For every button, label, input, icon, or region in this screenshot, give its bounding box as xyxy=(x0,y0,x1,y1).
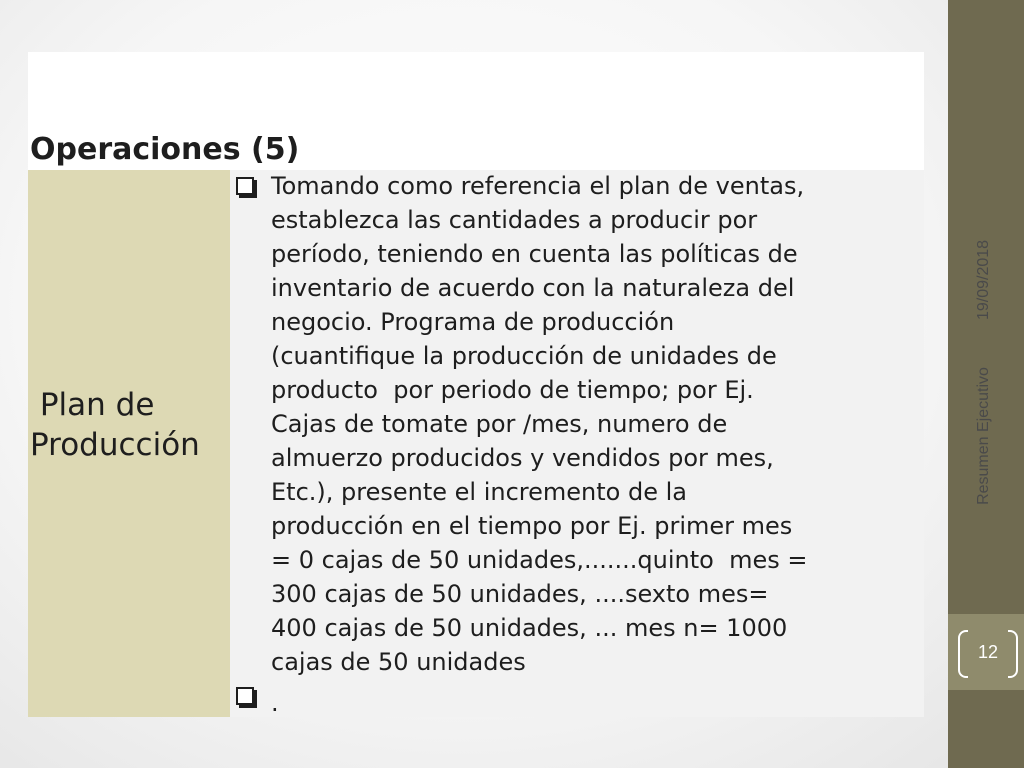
slide-title: Operaciones (5) xyxy=(30,132,300,167)
page-number-badge xyxy=(958,630,1018,676)
slide-footer: Resumen Ejecutivo xyxy=(975,367,992,505)
checkbox-bullet-icon xyxy=(236,177,254,195)
row-header-label: Plan de Producción xyxy=(30,387,200,463)
bullet-text: Tomando como referencia el plan de ventas, establezca las cantidades a producir por período, teniendo en cuenta las políticas de inventario de acuerdo con la naturaleza del negocio. Programa de producción (cuantifique la producción de unidades de producto por periodo de tiempo; por Ej. Cajas de tomate por /mes, numero de almuerzo producidos y vendidos por mes, Etc.), presente el incremento de la producción en el tiempo por Ej. primer mes = 0 cajas de 50 unidades,.......quinto mes = 300 cajas de 50 unidades, ....sexto mes= 400 cajas de 50 unidades, ... mes n= 1000 cajas de 50 unidades xyxy=(271,172,808,676)
slide-date: 19/09/2018 xyxy=(975,239,992,321)
checkbox-bullet-icon xyxy=(236,687,254,705)
bullet-text-2: . xyxy=(271,689,279,717)
page-number: 12 xyxy=(977,642,999,662)
